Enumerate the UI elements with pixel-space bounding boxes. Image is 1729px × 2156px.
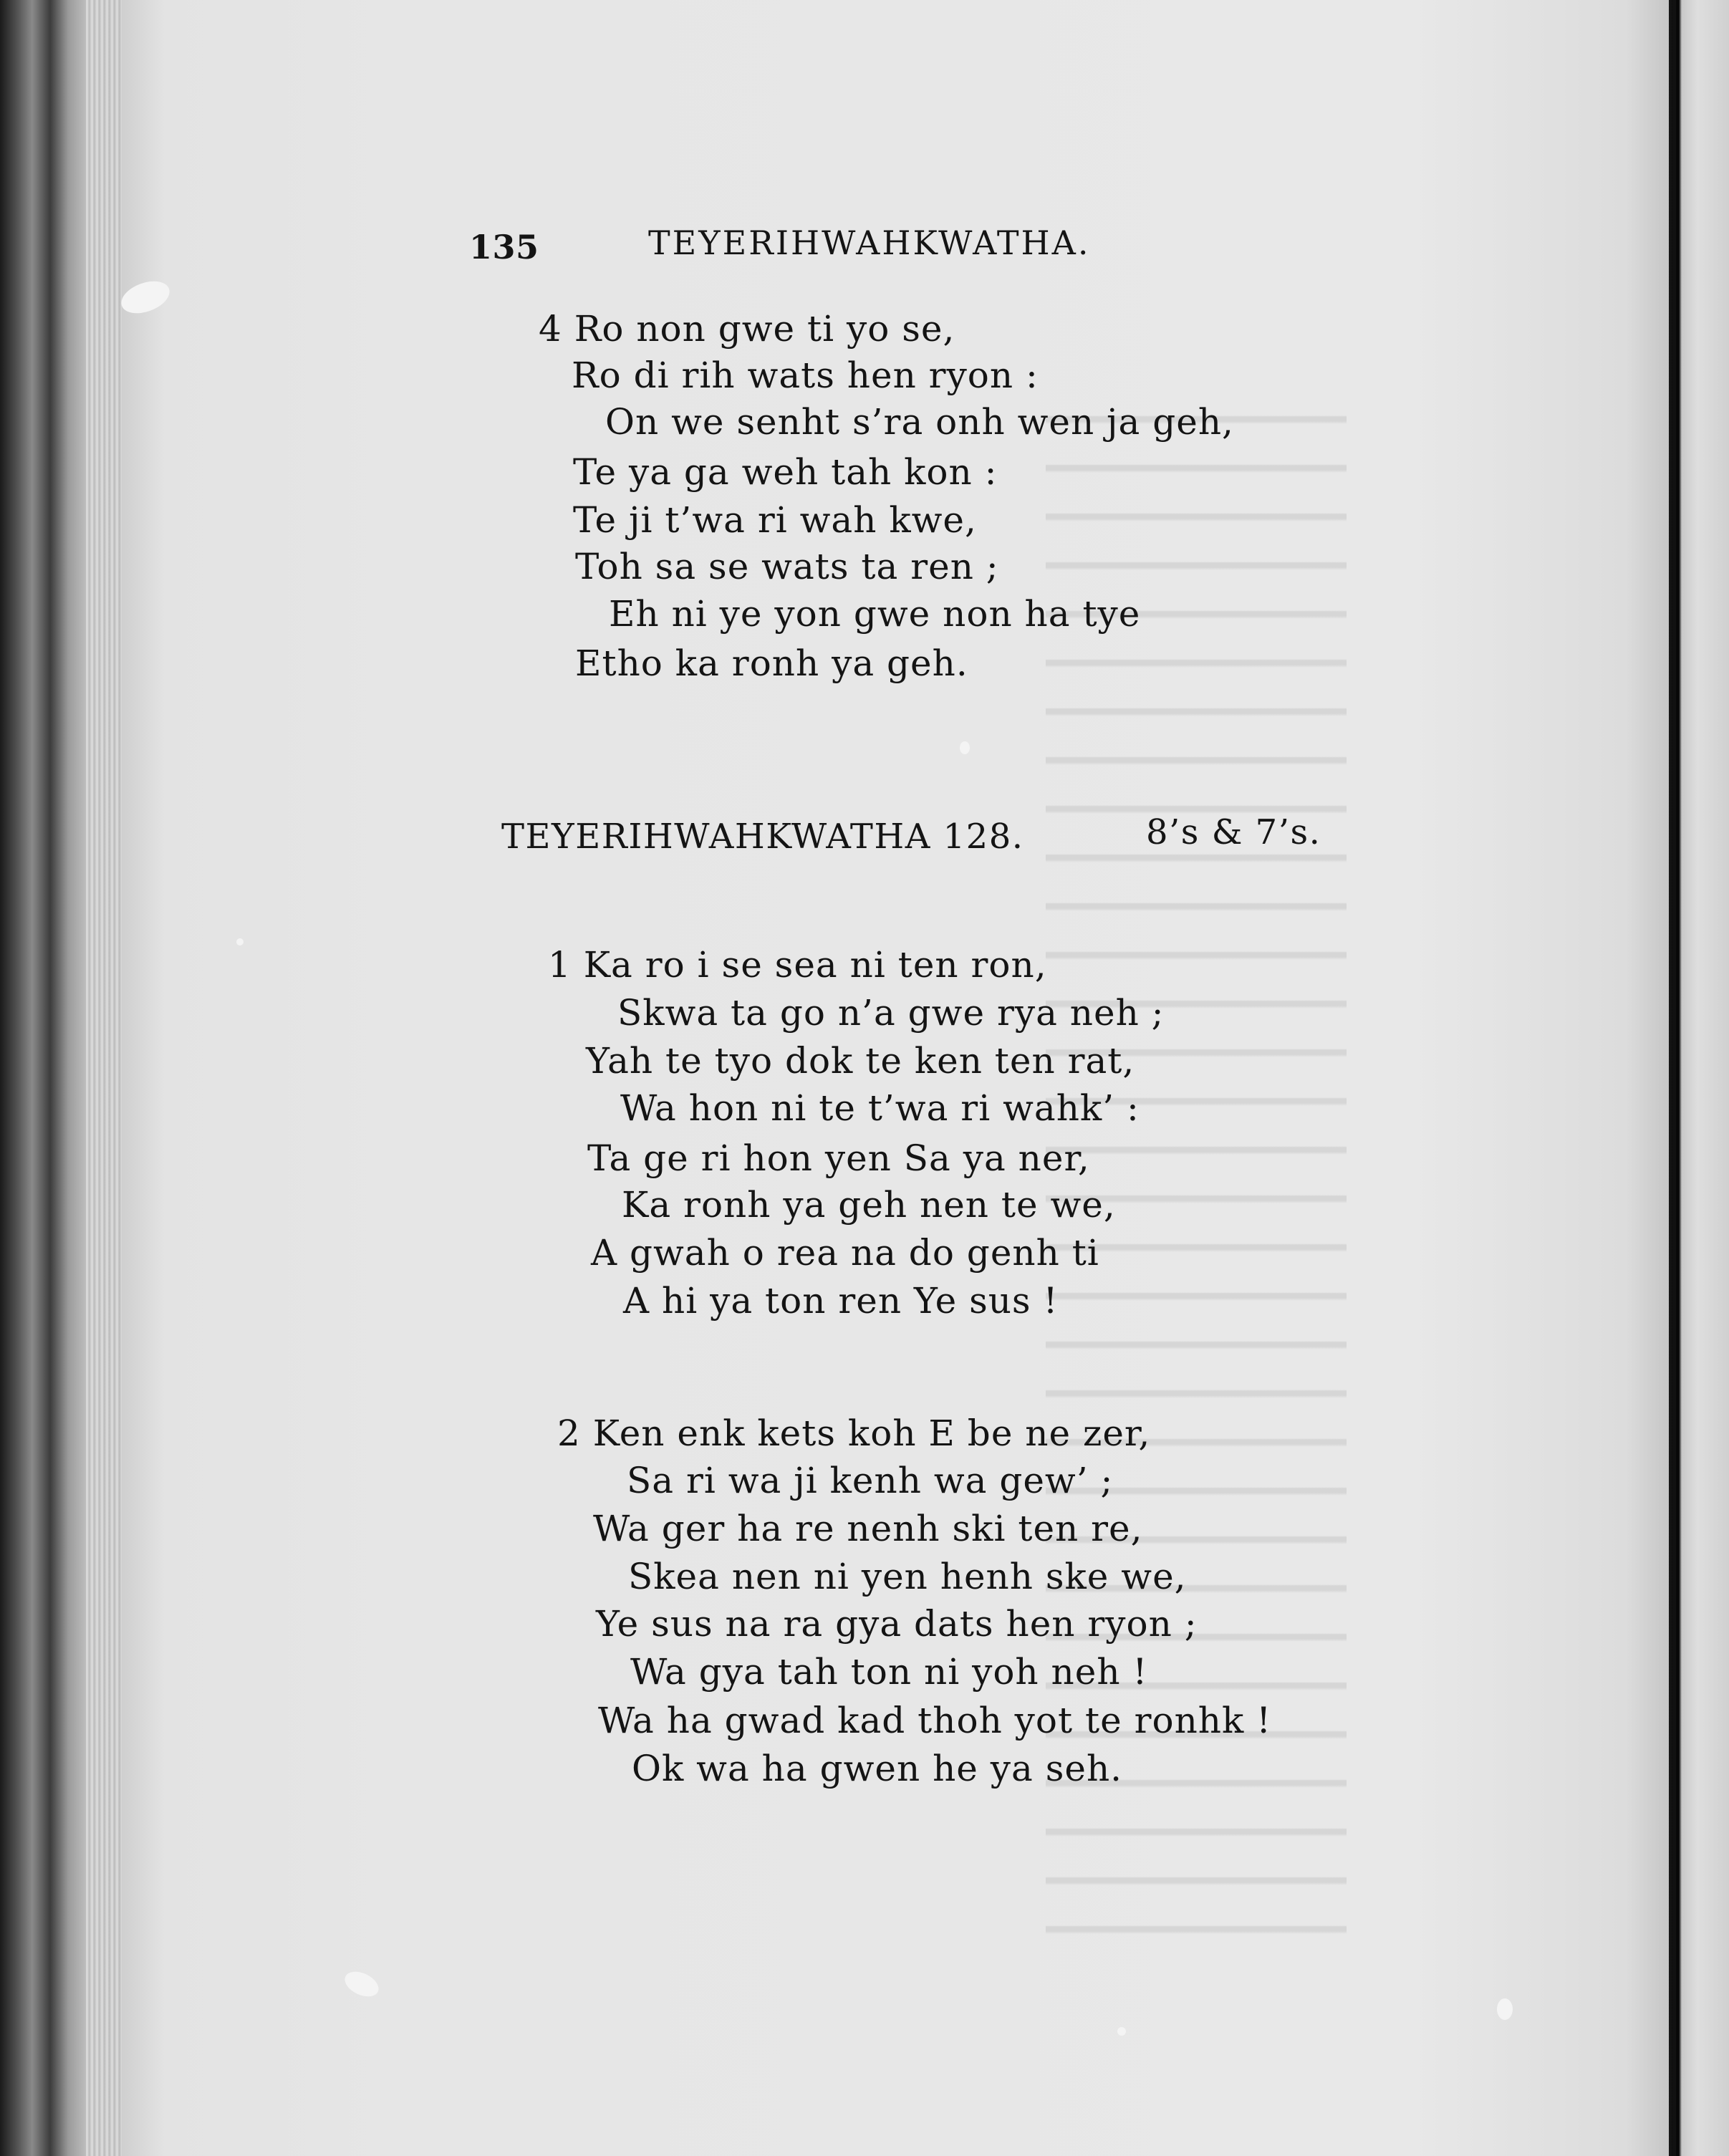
verse-line: Wa gya tah ton ni yoh neh ! xyxy=(630,1651,1148,1693)
verse-line: Skea nen ni yen henh ske we, xyxy=(628,1556,1187,1597)
right-border-line xyxy=(1673,0,1676,2156)
verse-line: Ka ronh ya geh nen te we, xyxy=(622,1184,1116,1226)
verse-line: Te ya ga weh tah kon : xyxy=(573,451,998,493)
verse-line: Te ji t’wa ri wah kwe, xyxy=(573,499,977,541)
dust-speck xyxy=(960,741,970,754)
page-number: 135 xyxy=(469,228,539,266)
verse-line: Wa ha gwad kad thoh yot te ronhk ! xyxy=(598,1700,1272,1741)
verse-line: Etho ka ronh ya geh. xyxy=(575,643,968,684)
verse-line: A hi ya ton ren Ye sus ! xyxy=(623,1280,1059,1322)
verse-line: 1 Ka ro i se sea ni ten ron, xyxy=(548,944,1047,986)
verse-line: 4 Ro non gwe ti yo se, xyxy=(539,308,955,350)
verse-line: Skwa ta go n’a gwe rya neh ; xyxy=(617,992,1165,1034)
dust-speck xyxy=(1117,2027,1126,2036)
verse-line: Eh ni ye yon gwe non ha tye xyxy=(609,593,1141,635)
verse-line: Ro di rih wats hen ryon : xyxy=(572,355,1039,396)
verse-line: 2 Ken enk kets koh E be ne zer, xyxy=(557,1413,1151,1454)
verse-line: Toh sa se wats ta ren ; xyxy=(575,546,999,587)
hymn-meter: 8’s & 7’s. xyxy=(1146,812,1321,852)
verse-line: Wa ger ha re nenh ski ten re, xyxy=(593,1508,1143,1549)
verse-line: Ye sus na ra gya dats hen ryon ; xyxy=(596,1603,1198,1645)
verse-line: Yah te tyo dok te ken ten rat, xyxy=(586,1040,1135,1082)
verse-line: Wa hon ni te t’wa ri wahk’ : xyxy=(620,1087,1140,1129)
dust-speck xyxy=(236,938,244,945)
verse-line: On we senht s’ra onh wen ja geh, xyxy=(605,401,1234,443)
dust-speck xyxy=(1497,1998,1513,2020)
verse-line: Ok wa ha gwen he ya seh. xyxy=(632,1748,1123,1789)
verse-line: Ta ge ri hon yen Sa ya ner, xyxy=(587,1137,1090,1179)
verse-line: Sa ri wa ji kenh wa gew’ ; xyxy=(627,1460,1114,1501)
running-title: TEYERIHWAHKWATHA. xyxy=(648,223,1091,262)
verse-line: A gwah o rea na do genh ti xyxy=(591,1232,1099,1274)
hymn-heading xyxy=(501,812,1321,857)
hymn-title: TEYERIHWAHKWATHA 128. xyxy=(501,817,1024,857)
right-page-edge xyxy=(1669,0,1729,2156)
